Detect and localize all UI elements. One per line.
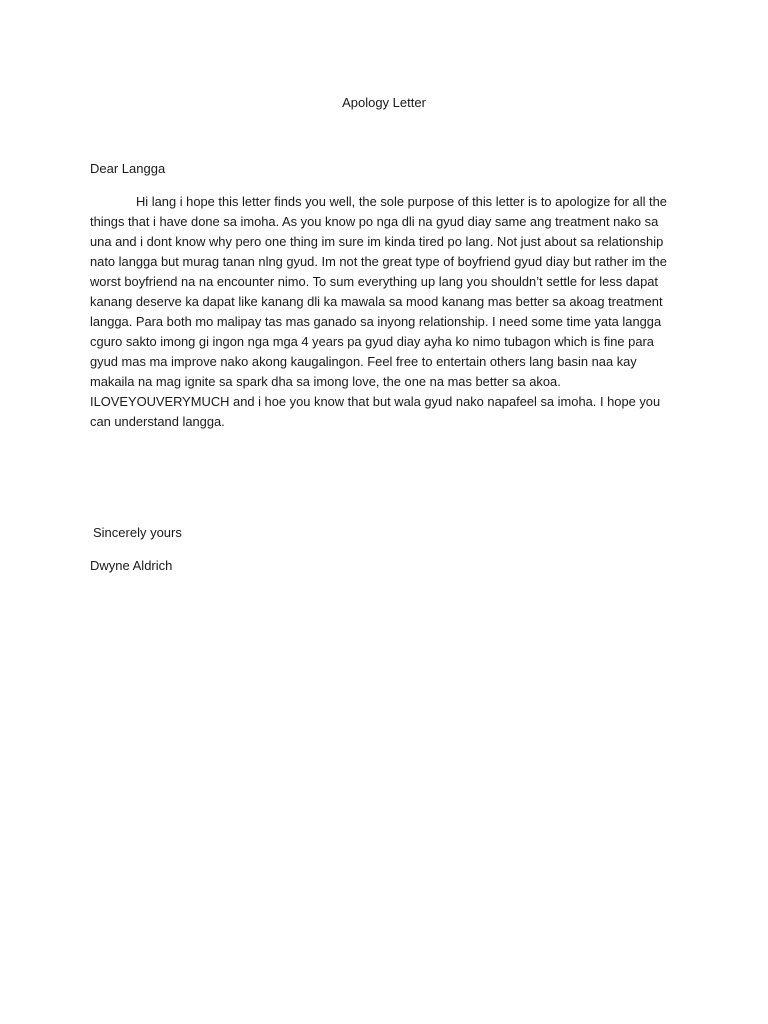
- closing-line: Sincerely yours: [93, 525, 182, 540]
- letter-body: Hi lang i hope this letter finds you well, the sole purpose of this letter is to apologize for all the things that i have done sa imoha. As you know po nga dli na gyud diay same ang treatment nako sa una and i dont know why pero one thing im sure im kinda tired po lang. Not just about sa relationship nato langga but murag tanan nlng gyud. Im not the great type of boyfriend gyud diay but rather im the worst boyfriend na na encounter nimo. To sum everything up lang you shouldn’t settle for less dapat kanang deserve ka dapat like kanang dli ka mawala sa mood kanang mas better sa akoag treatment langga. Para both mo malipay tas mas ganado sa inyong relationship. I need some time yata langga cguro sakto imong gi ingon nga mga 4 years pa gyud diay ayha ko nimo tubagon which is fine para gyud mas ma improve nako akong kaugalingon. Feel free to entertain others lang basin naa kay makaila na mag ignite sa spark dha sa imong love, the one na mas better sa akoa. ILOVEYOUVERYMUCH and i hoe you know that but wala gyud nako napafeel sa imoha. I hope you can understand langga.: [90, 194, 667, 429]
- salutation: Dear Langga: [90, 161, 166, 176]
- document-title: Apology Letter: [342, 95, 426, 110]
- signature-name: Dwyne Aldrich: [90, 558, 173, 573]
